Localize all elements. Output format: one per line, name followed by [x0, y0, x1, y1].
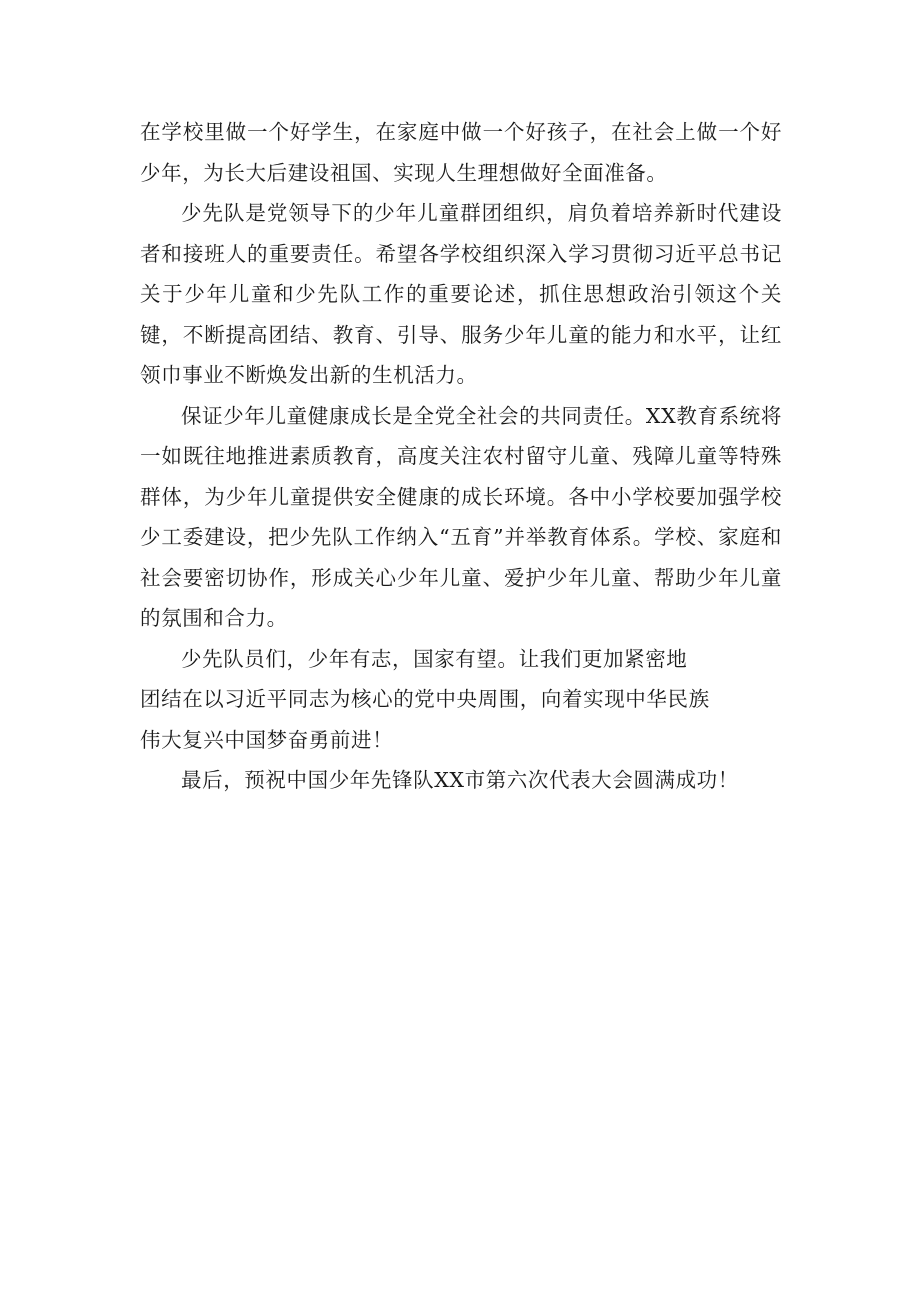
- paragraph-call-to-action: [140, 639, 782, 761]
- paragraph-school-family-society: 在学校里做一个好学生，在家庭中做一个好孩子，在社会上做一个好少年，为长大后建设祖国、实现人生理想做好全面准备。: [140, 120, 782, 185]
- paragraph-closing-wish: 最后，预祝中国少年先锋队XX市第六次代表大会圆满成功！: [181, 768, 739, 792]
- call-to-action-line-3: 伟大复兴中国梦奋勇前进！: [140, 727, 394, 752]
- document-body: [140, 112, 782, 801]
- call-to-action-line-2: 团结在以习近平同志为核心的党中央周围，向着实现中华民族: [140, 687, 710, 711]
- paragraph-healthy-growth-responsibility: 保证少年儿童健康成长是全党全社会的共同责任。XX教育系统将一如既往地推进素质教育，高度关注农村留守儿童、残障儿童等特殊群体，为少年儿童提供安全健康的成长环境。各中小学校要加强学校少工委建设，把少先队工作纳入“五育”并举教育体系。学校、家庭和社会要密切协作，形成关心少年儿童、爱护少年儿童、帮助少年儿童的氛围和合力。: [140, 403, 782, 630]
- call-to-action-line-1: 少先队员们，少年有志，国家有望。让我们更加紧密地: [181, 646, 688, 671]
- paragraph-young-pioneers-organization: 少先队是党领导下的少年儿童群团组织，肩负着培养新时代建设者和接班人的重要责任。希望各学校组织深入学习贯彻习近平总书记关于少年儿童和少先队工作的重要论述，抓住思想政治引领这个关键，不断提高团结、教育、引导、服务少年儿童的能力和水平，让红领巾事业不断焕发出新的生机活力。: [140, 201, 782, 387]
